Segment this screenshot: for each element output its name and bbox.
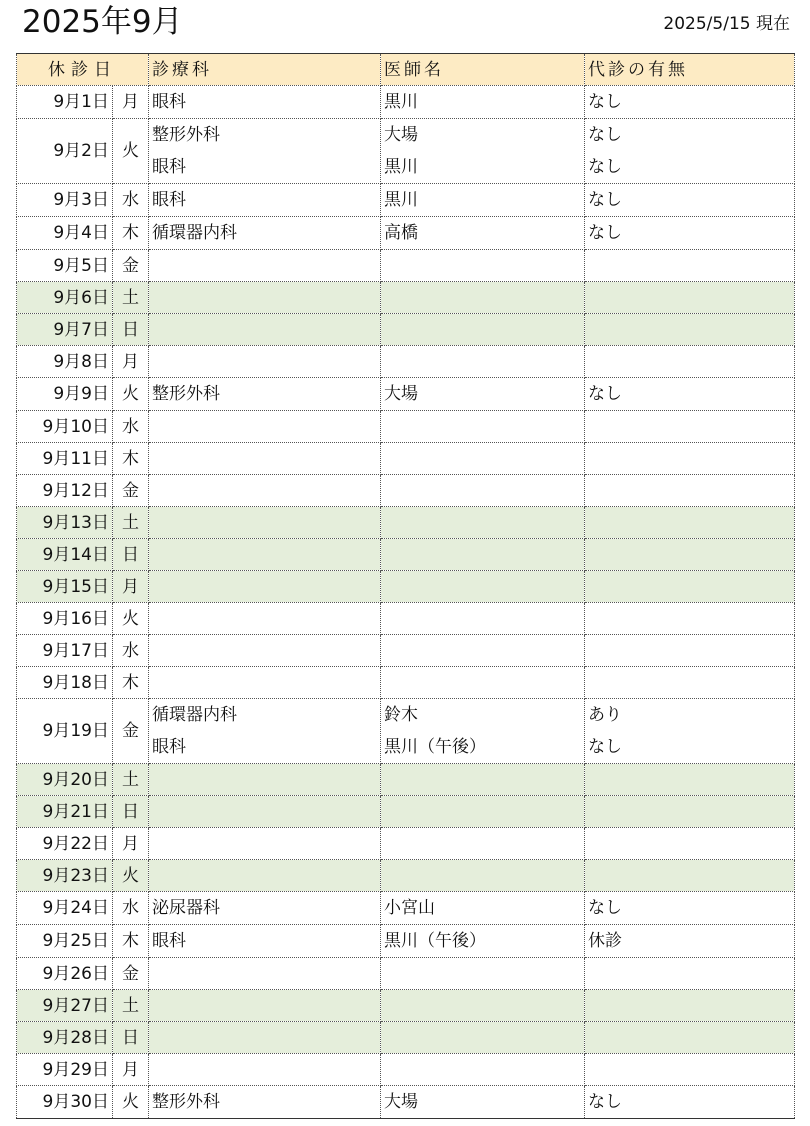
weekday-cell: 金 — [113, 699, 149, 764]
doctor-cell — [381, 443, 585, 475]
weekday-cell: 金 — [113, 250, 149, 282]
substitute-cell — [585, 571, 795, 603]
doctor-cell — [381, 250, 585, 282]
substitute-cell — [585, 1022, 795, 1054]
date-cell: 9月16日 — [17, 603, 113, 635]
department-text: 眼科 — [152, 92, 186, 112]
substitute-cell — [585, 990, 795, 1022]
weekday-cell: 火 — [113, 603, 149, 635]
department-cell — [149, 282, 381, 314]
doctor-cell — [381, 571, 585, 603]
department-text: 泌尿器科 — [152, 898, 220, 918]
doctor-cell — [381, 603, 585, 635]
column-header-date: 休診日 — [17, 54, 149, 86]
table-row — [17, 1054, 795, 1086]
substitute-text: なし — [588, 190, 622, 210]
column-header-department: 診療科 — [149, 54, 381, 86]
doctor-cell — [381, 411, 585, 443]
doctor-text: 小宮山 — [384, 898, 435, 918]
doctor-text: 大場 — [384, 125, 418, 145]
table-row — [17, 1086, 795, 1119]
doctor-cell — [381, 1054, 585, 1086]
substitute-text: なし — [588, 384, 622, 404]
weekday-cell: 水 — [113, 635, 149, 667]
weekday-cell: 日 — [113, 314, 149, 346]
department-cell — [149, 378, 381, 411]
department-text: 眼科 — [152, 190, 186, 210]
table-row — [17, 571, 795, 603]
weekday-cell: 日 — [113, 796, 149, 828]
department-cell — [149, 603, 381, 635]
date-cell: 9月21日 — [17, 796, 113, 828]
substitute-cell — [585, 796, 795, 828]
doctor-cell — [381, 796, 585, 828]
doctor-text: 黒川（午後） — [384, 737, 486, 757]
substitute-text: なし — [588, 125, 622, 145]
weekday-cell: 木 — [113, 925, 149, 958]
department-text: 眼科 — [152, 737, 186, 757]
substitute-cell — [585, 250, 795, 282]
holiday-schedule-table — [16, 53, 795, 1119]
substitute-cell — [585, 925, 795, 958]
doctor-cell — [381, 860, 585, 892]
doctor-cell — [381, 507, 585, 539]
weekday-cell: 土 — [113, 282, 149, 314]
weekday-cell: 木 — [113, 667, 149, 699]
weekday-cell: 日 — [113, 1022, 149, 1054]
department-cell — [149, 764, 381, 796]
department-cell — [149, 346, 381, 378]
department-cell — [149, 892, 381, 925]
weekday-cell: 月 — [113, 346, 149, 378]
department-cell — [149, 217, 381, 250]
table-header-row — [17, 54, 795, 86]
date-cell: 9月9日 — [17, 378, 113, 411]
date-cell: 9月4日 — [17, 217, 113, 250]
department-text: 整形外科 — [152, 1092, 220, 1112]
weekday-cell: 土 — [113, 990, 149, 1022]
doctor-cell — [381, 764, 585, 796]
doctor-text: 黒川 — [384, 190, 418, 210]
doctor-text: 鈴木 — [384, 705, 418, 725]
doctor-cell — [381, 184, 585, 217]
date-cell: 9月8日 — [17, 346, 113, 378]
doctor-cell — [381, 217, 585, 250]
substitute-cell — [585, 635, 795, 667]
page-title: 2025年9月 — [22, 4, 183, 40]
doctor-cell — [381, 925, 585, 958]
table-row — [17, 1022, 795, 1054]
department-cell — [149, 1022, 381, 1054]
department-text: 循環器内科 — [152, 705, 237, 725]
table-row — [17, 796, 795, 828]
table-row — [17, 378, 795, 411]
date-cell: 9月17日 — [17, 635, 113, 667]
date-cell: 9月18日 — [17, 667, 113, 699]
substitute-text: なし — [588, 1092, 622, 1112]
table-row — [17, 699, 795, 764]
doctor-text: 高橋 — [384, 223, 418, 243]
department-cell — [149, 86, 381, 119]
doctor-cell — [381, 828, 585, 860]
table-row — [17, 217, 795, 250]
doctor-cell — [381, 86, 585, 119]
weekday-cell: 月 — [113, 86, 149, 119]
table-row — [17, 119, 795, 184]
substitute-cell — [585, 699, 795, 764]
weekday-cell: 火 — [113, 119, 149, 184]
department-text: 眼科 — [152, 157, 186, 177]
department-text: 整形外科 — [152, 384, 220, 404]
date-cell: 9月5日 — [17, 250, 113, 282]
substitute-cell — [585, 443, 795, 475]
table-row — [17, 828, 795, 860]
doctor-cell — [381, 990, 585, 1022]
table-row — [17, 958, 795, 990]
column-header-doctor: 医師名 — [381, 54, 585, 86]
date-cell: 9月23日 — [17, 860, 113, 892]
substitute-cell — [585, 378, 795, 411]
doctor-text: 黒川 — [384, 157, 418, 177]
substitute-cell — [585, 1086, 795, 1119]
date-cell: 9月7日 — [17, 314, 113, 346]
department-cell — [149, 635, 381, 667]
date-cell: 9月13日 — [17, 507, 113, 539]
doctor-cell — [381, 119, 585, 184]
substitute-cell — [585, 411, 795, 443]
column-header-substitute: 代診の有無 — [585, 54, 795, 86]
weekday-cell: 土 — [113, 507, 149, 539]
substitute-cell — [585, 603, 795, 635]
date-cell: 9月28日 — [17, 1022, 113, 1054]
date-cell: 9月6日 — [17, 282, 113, 314]
department-cell — [149, 411, 381, 443]
table-row — [17, 764, 795, 796]
substitute-cell — [585, 475, 795, 507]
weekday-cell: 火 — [113, 860, 149, 892]
table-row — [17, 282, 795, 314]
weekday-cell: 月 — [113, 1054, 149, 1086]
as-of-date: 2025/5/15 現在 — [663, 14, 790, 34]
substitute-cell — [585, 217, 795, 250]
doctor-text: 黒川 — [384, 92, 418, 112]
weekday-cell: 金 — [113, 958, 149, 990]
substitute-cell — [585, 86, 795, 119]
date-cell: 9月2日 — [17, 119, 113, 184]
department-cell — [149, 443, 381, 475]
substitute-text: なし — [588, 157, 622, 177]
table-row — [17, 990, 795, 1022]
substitute-cell — [585, 764, 795, 796]
department-cell — [149, 667, 381, 699]
table-row — [17, 925, 795, 958]
date-cell: 9月26日 — [17, 958, 113, 990]
department-cell — [149, 990, 381, 1022]
weekday-cell: 金 — [113, 475, 149, 507]
substitute-cell — [585, 346, 795, 378]
date-cell: 9月27日 — [17, 990, 113, 1022]
date-cell: 9月1日 — [17, 86, 113, 119]
table-row — [17, 346, 795, 378]
date-cell: 9月22日 — [17, 828, 113, 860]
date-cell: 9月3日 — [17, 184, 113, 217]
weekday-cell: 土 — [113, 764, 149, 796]
doctor-cell — [381, 1022, 585, 1054]
department-cell — [149, 539, 381, 571]
department-cell — [149, 958, 381, 990]
table-row — [17, 250, 795, 282]
department-cell — [149, 475, 381, 507]
doctor-cell — [381, 1086, 585, 1119]
table-row — [17, 507, 795, 539]
weekday-cell: 月 — [113, 571, 149, 603]
weekday-cell: 水 — [113, 184, 149, 217]
doctor-cell — [381, 378, 585, 411]
doctor-text: 大場 — [384, 384, 418, 404]
doctor-cell — [381, 892, 585, 925]
table-row — [17, 86, 795, 119]
weekday-cell: 月 — [113, 828, 149, 860]
substitute-cell — [585, 667, 795, 699]
table-row — [17, 603, 795, 635]
weekday-cell: 日 — [113, 539, 149, 571]
date-cell: 9月12日 — [17, 475, 113, 507]
table-row — [17, 892, 795, 925]
date-cell: 9月14日 — [17, 539, 113, 571]
substitute-text: なし — [588, 898, 622, 918]
table-row — [17, 539, 795, 571]
department-cell — [149, 571, 381, 603]
department-cell — [149, 925, 381, 958]
date-cell: 9月30日 — [17, 1086, 113, 1119]
weekday-cell: 水 — [113, 411, 149, 443]
weekday-cell: 木 — [113, 217, 149, 250]
substitute-cell — [585, 282, 795, 314]
doctor-cell — [381, 475, 585, 507]
table-row — [17, 667, 795, 699]
weekday-cell: 木 — [113, 443, 149, 475]
date-cell: 9月20日 — [17, 764, 113, 796]
date-cell: 9月25日 — [17, 925, 113, 958]
table-row — [17, 411, 795, 443]
date-cell: 9月19日 — [17, 699, 113, 764]
substitute-text: なし — [588, 737, 622, 757]
table-row — [17, 314, 795, 346]
department-text: 循環器内科 — [152, 223, 237, 243]
table-row — [17, 443, 795, 475]
department-cell — [149, 314, 381, 346]
substitute-cell — [585, 860, 795, 892]
substitute-cell — [585, 507, 795, 539]
substitute-text: なし — [588, 223, 622, 243]
doctor-cell — [381, 958, 585, 990]
table-row — [17, 860, 795, 892]
weekday-cell: 火 — [113, 1086, 149, 1119]
substitute-cell — [585, 828, 795, 860]
department-cell — [149, 119, 381, 184]
date-cell: 9月29日 — [17, 1054, 113, 1086]
department-cell — [149, 184, 381, 217]
department-text: 眼科 — [152, 931, 186, 951]
date-cell: 9月24日 — [17, 892, 113, 925]
date-cell: 9月10日 — [17, 411, 113, 443]
substitute-cell — [585, 119, 795, 184]
department-cell — [149, 699, 381, 764]
doctor-text: 大場 — [384, 1092, 418, 1112]
department-cell — [149, 828, 381, 860]
doctor-cell — [381, 346, 585, 378]
substitute-cell — [585, 892, 795, 925]
weekday-cell: 水 — [113, 892, 149, 925]
doctor-text: 黒川（午後） — [384, 931, 486, 951]
doctor-cell — [381, 667, 585, 699]
department-text: 整形外科 — [152, 125, 220, 145]
doctor-cell — [381, 699, 585, 764]
department-cell — [149, 507, 381, 539]
doctor-cell — [381, 314, 585, 346]
table-body — [17, 86, 795, 1119]
substitute-cell — [585, 1054, 795, 1086]
substitute-text: なし — [588, 92, 622, 112]
substitute-cell — [585, 184, 795, 217]
department-cell — [149, 860, 381, 892]
date-cell: 9月11日 — [17, 443, 113, 475]
doctor-cell — [381, 635, 585, 667]
table-row — [17, 184, 795, 217]
date-cell: 9月15日 — [17, 571, 113, 603]
substitute-text: あり — [588, 705, 622, 725]
substitute-cell — [585, 314, 795, 346]
table-row — [17, 475, 795, 507]
substitute-text: 休診 — [588, 931, 622, 951]
doctor-cell — [381, 282, 585, 314]
department-cell — [149, 1054, 381, 1086]
substitute-cell — [585, 539, 795, 571]
substitute-cell — [585, 958, 795, 990]
doctor-cell — [381, 539, 585, 571]
department-cell — [149, 250, 381, 282]
department-cell — [149, 1086, 381, 1119]
table-row — [17, 635, 795, 667]
weekday-cell: 火 — [113, 378, 149, 411]
department-cell — [149, 796, 381, 828]
